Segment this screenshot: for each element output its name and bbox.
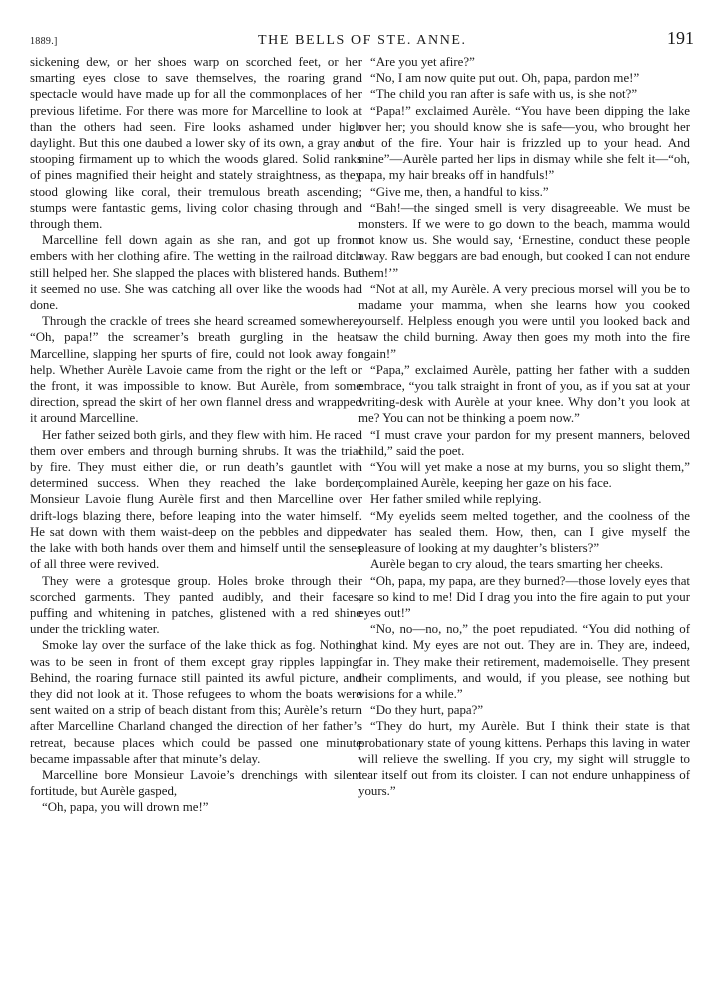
paragraph: sickening dew, or her shoes warp on scorched feet, or her smarting eyes close to save themselves, the roaring grand spectacle would have made up for all the commonplaces of her previous lifetime. For there was more for Marcelline to look at than the others had seen. Fire looks ashamed under high daylight. But this one daubed a lower sky of its own, a gray and stooping firmament up to which the woods glared. Solid ranks of pines magnified their height and stately straightness, as they stood glowing like coral, their tremulous breath ascending; stumps were fantastic gems, living color chasing through and through them. (30, 55, 362, 232)
paragraph: Marcelline bore Monsieur Lavoie’s drenchings with silent fortitude, but Aurèle gasped, (30, 767, 362, 799)
paragraph: “Give me, then, a handful to kiss.” (370, 184, 549, 199)
paragraph: “Oh, papa, you will drown me!” (42, 800, 209, 815)
page-number: 191 (667, 28, 694, 48)
issue-date: 1889.] (30, 36, 58, 47)
paragraph: Smoke lay over the surface of the lake thick as fog. Nothing was to be seen in front of them except gray ripples lapping. Behind, the roaring furnace still painted its awful picture, and they did not look at it. Those refugees to whom the boats were sent waited on a strip of beach distant from this; Aurèle’s return after Marcelline Charland changed the direction of her father’s retreat, because places which could be passed one minute became impassable after that minute’s delay. (30, 638, 362, 766)
paragraph: Marcelline fell down again as she ran, and got up from embers with her clothing afire. The wetting in the railroad ditch still helped her. She slapped the places with blistered hands. But it seemed no use. She was catching all over like the woods had done. (30, 233, 362, 313)
left-column (30, 54, 362, 816)
paragraph: “The child you ran after is safe with us, is she not?” (370, 87, 638, 102)
paragraph: “They do hurt, my Aurèle. But I think their state is that probationary state of young kittens. Perhaps this laving in water will relieve the swelling. If you cry, my sight will struggle to tear itself out from its cloister. I can not endure unhappiness of yours.” (358, 719, 690, 799)
paragraph: “Are you yet afire?” (370, 55, 475, 69)
running-header (30, 28, 694, 50)
paragraph: They were a grotesque group. Holes broke through their scorched garments. They panted audibly, and their faces, puffing and whitening in patches, glistened with a red shine under the trickling water. (30, 573, 362, 637)
paragraph: “Papa,” exclaimed Aurèle, patting her father with a sudden embrace, “you talk straight in front of you, as if you sat at your writing-desk with Aurèle at your knee. Why don’t you look at me? You can not be thinking a poem now.” (358, 362, 690, 426)
paragraph: Her father seized both girls, and they flew with him. He raced them over embers and through burning shrubs. It was the trial by fire. They must either die, or run death’s gauntlet with determined success. When they reached the lake border, Monsieur Lavoie flung Aurèle first and then Marcelline over drift-logs blazing there, before leaping into the water himself. He sat down with them waist-deep on the pebbles and dipped the lake with both hands over them and himself until the senses of all three were revived. (30, 427, 362, 572)
paragraph: “Not at all, my Aurèle. A very precious morsel will you be to madame your mamma, when she learns how you cooked yourself. Helpless enough you were until you looked back and saw the child burning. Away then goes my moth into the fire again!” (358, 281, 690, 361)
paragraph: Her father smiled while replying. (370, 492, 542, 507)
paragraph: “I must crave your pardon for my present manners, beloved child,” said the poet. (358, 427, 690, 458)
paragraph: “Bah!—the singed smell is very disagreeable. We must be monsters. If we were to go down to the beach, mamma would not know us. She would say, ‘Ernestine, conduct these people away. Raw beggars are bad enough, but cooked I can not endure them!’” (358, 200, 690, 280)
paragraph: “Do they hurt, papa?” (370, 703, 484, 718)
right-column (358, 54, 690, 799)
paragraph: Aurèle began to cry aloud, the tears smarting her cheeks. (370, 557, 664, 572)
paragraph: “Oh, papa, my papa, are they burned?—those lovely eyes that are so kind to me! Did I drag you into the fire again to put your eyes out!” (358, 573, 690, 620)
paragraph: “My eyelids seem melted together, and the coolness of the water has sealed them. How, then, can I give myself the pleasure of looking at my daughter’s blisters?” (358, 508, 690, 556)
running-title: THE BELLS OF STE. ANNE. (257, 33, 467, 48)
paragraph: “No, no—no, no,” the poet repudiated. “You did nothing of that kind. My eyes are not out. They are in. They are, indeed, far in. They make their retirement, mademoiselle. They present their compliments, and would, if you please, see nothing but visions for a while.” (358, 622, 690, 701)
paragraph: “Papa!” exclaimed Aurèle. “You have been dipping the lake over her; you should know she is safe—you, who brought her out of the fire. Your hair is frizzled up to your head. And mine”—Aurèle parted her lips in dismay while she felt it—“oh, papa, my hair breaks off in handfuls!” (358, 103, 690, 183)
paragraph: “You will yet make a nose at my burns, you so slight them,” complained Aurèle, keeping her gaze on his face. (358, 460, 690, 491)
paragraph: Through the crackle of trees she heard screamed somewhere, “Oh, papa!” the screamer’s breath gurgling in the heat. Marcelline, slapping her spurts of fire, could not look away for help. Whether Aurèle Lavoie came from the right or the left or the front, it was impossible to know. But Aurèle, from some direction, spread the skirt of her own flannel dress and wrapped it around Marcelline. (30, 314, 362, 426)
paragraph: “No, I am now quite put out. Oh, papa, pardon me!” (370, 71, 640, 86)
